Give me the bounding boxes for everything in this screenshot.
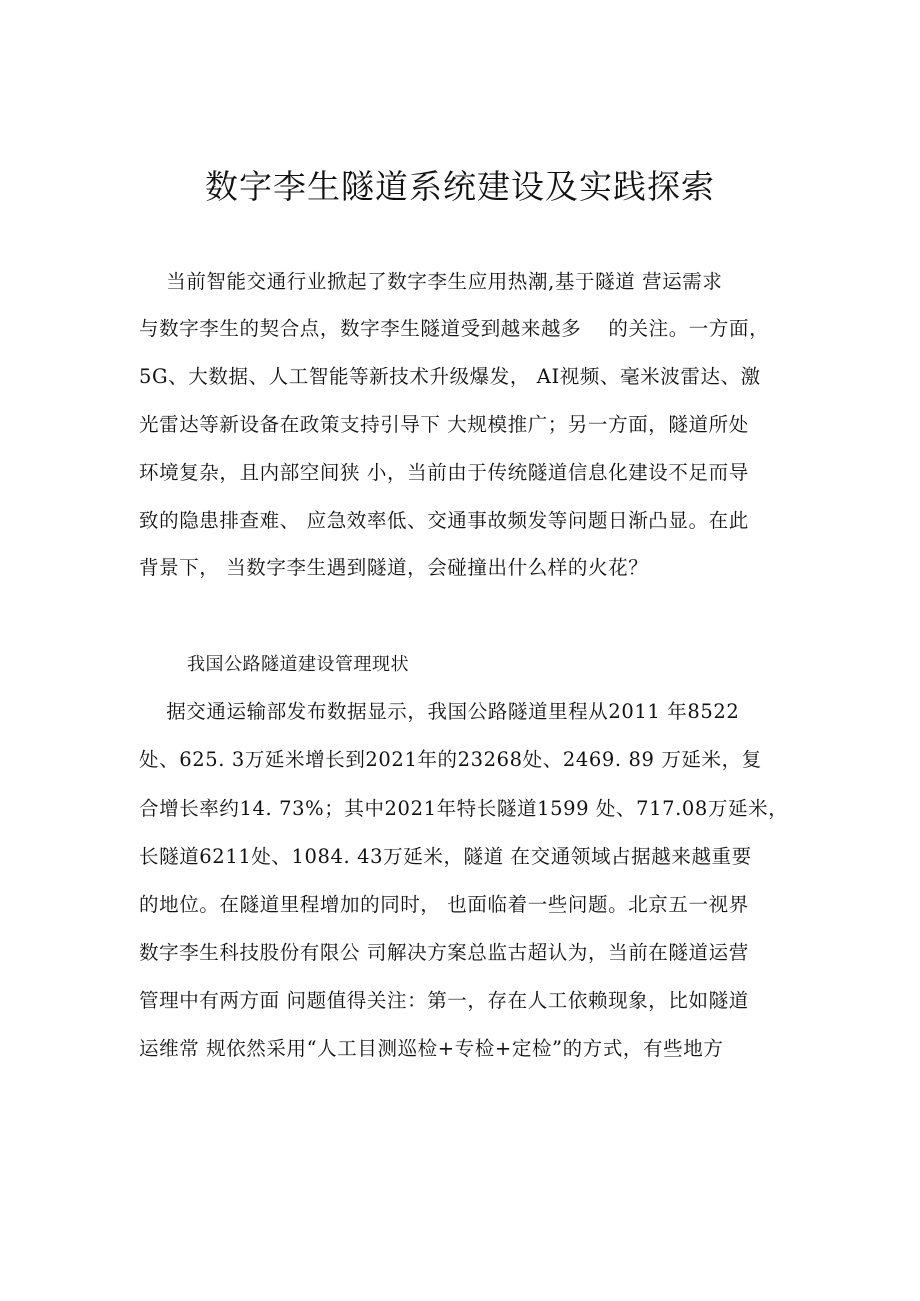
paragraph-line: 数字李生科技股份有限公 司解决方案总监古超认为，当前在隧道运营 xyxy=(139,941,749,964)
paragraph-line: 合增长率约14. 73%；其中2021年特长隧道1599 处、717.08万延米， xyxy=(139,797,789,820)
paragraph-line: 当前智能交通行业掀起了数字李生应用热潮,基于隧道 营运需求 xyxy=(139,270,723,293)
paragraph-line: 环境复杂，且内部空间狭 小，当前由于传统隧道信息化建设不足而导 xyxy=(139,461,749,484)
paragraph-line: 处、625. 3万延米增长到2021年的23268处、2469. 89 万延米，复 xyxy=(139,748,762,771)
paragraph-line: 5G、大数据、人工智能等新技术升级爆发， AI视频、毫米波雷达、激 xyxy=(139,365,761,388)
paragraph-line: 致的隐患排查难、 应急效率低、交通事故频发等问题日渐凸显。在此 xyxy=(139,509,749,532)
paragraph-line: 管理中有两方面 问题值得关注：第一，存在人工依赖现象，比如隧道 xyxy=(139,989,749,1012)
paragraph-line: 的地位。在隧道里程增加的同时， 也面临着一些问题。北京五一视界 xyxy=(139,893,749,916)
paragraph-line: 背景下， 当数字李生遇到隧道，会碰撞出什么样的火花？ xyxy=(139,556,649,579)
section-heading: 我国公路隧道建设管理现状 xyxy=(187,654,409,675)
paragraph-line: 运维常 规依然采用“人工目测巡检+专检+定检”的方式，有些地方 xyxy=(139,1037,724,1060)
paragraph-line: 与数字李生的契合点，数字李生隧道受到越来越多 的关注。一方面， xyxy=(139,317,770,340)
paragraph-line: 据交通运输部发布数据显示，我国公路隧道里程从2011 年8522 xyxy=(139,700,740,723)
paragraph-line: 长隧道6211处、1084. 43万延米，隧道 在交通领域占据越来越重要 xyxy=(139,845,752,868)
paragraph-line: 光雷达等新设备在政策支持引导下 大规模推广；另一方面，隧道所处 xyxy=(139,413,749,436)
document-title: 数字李生隧道系统建设及实践探索 xyxy=(205,167,715,206)
